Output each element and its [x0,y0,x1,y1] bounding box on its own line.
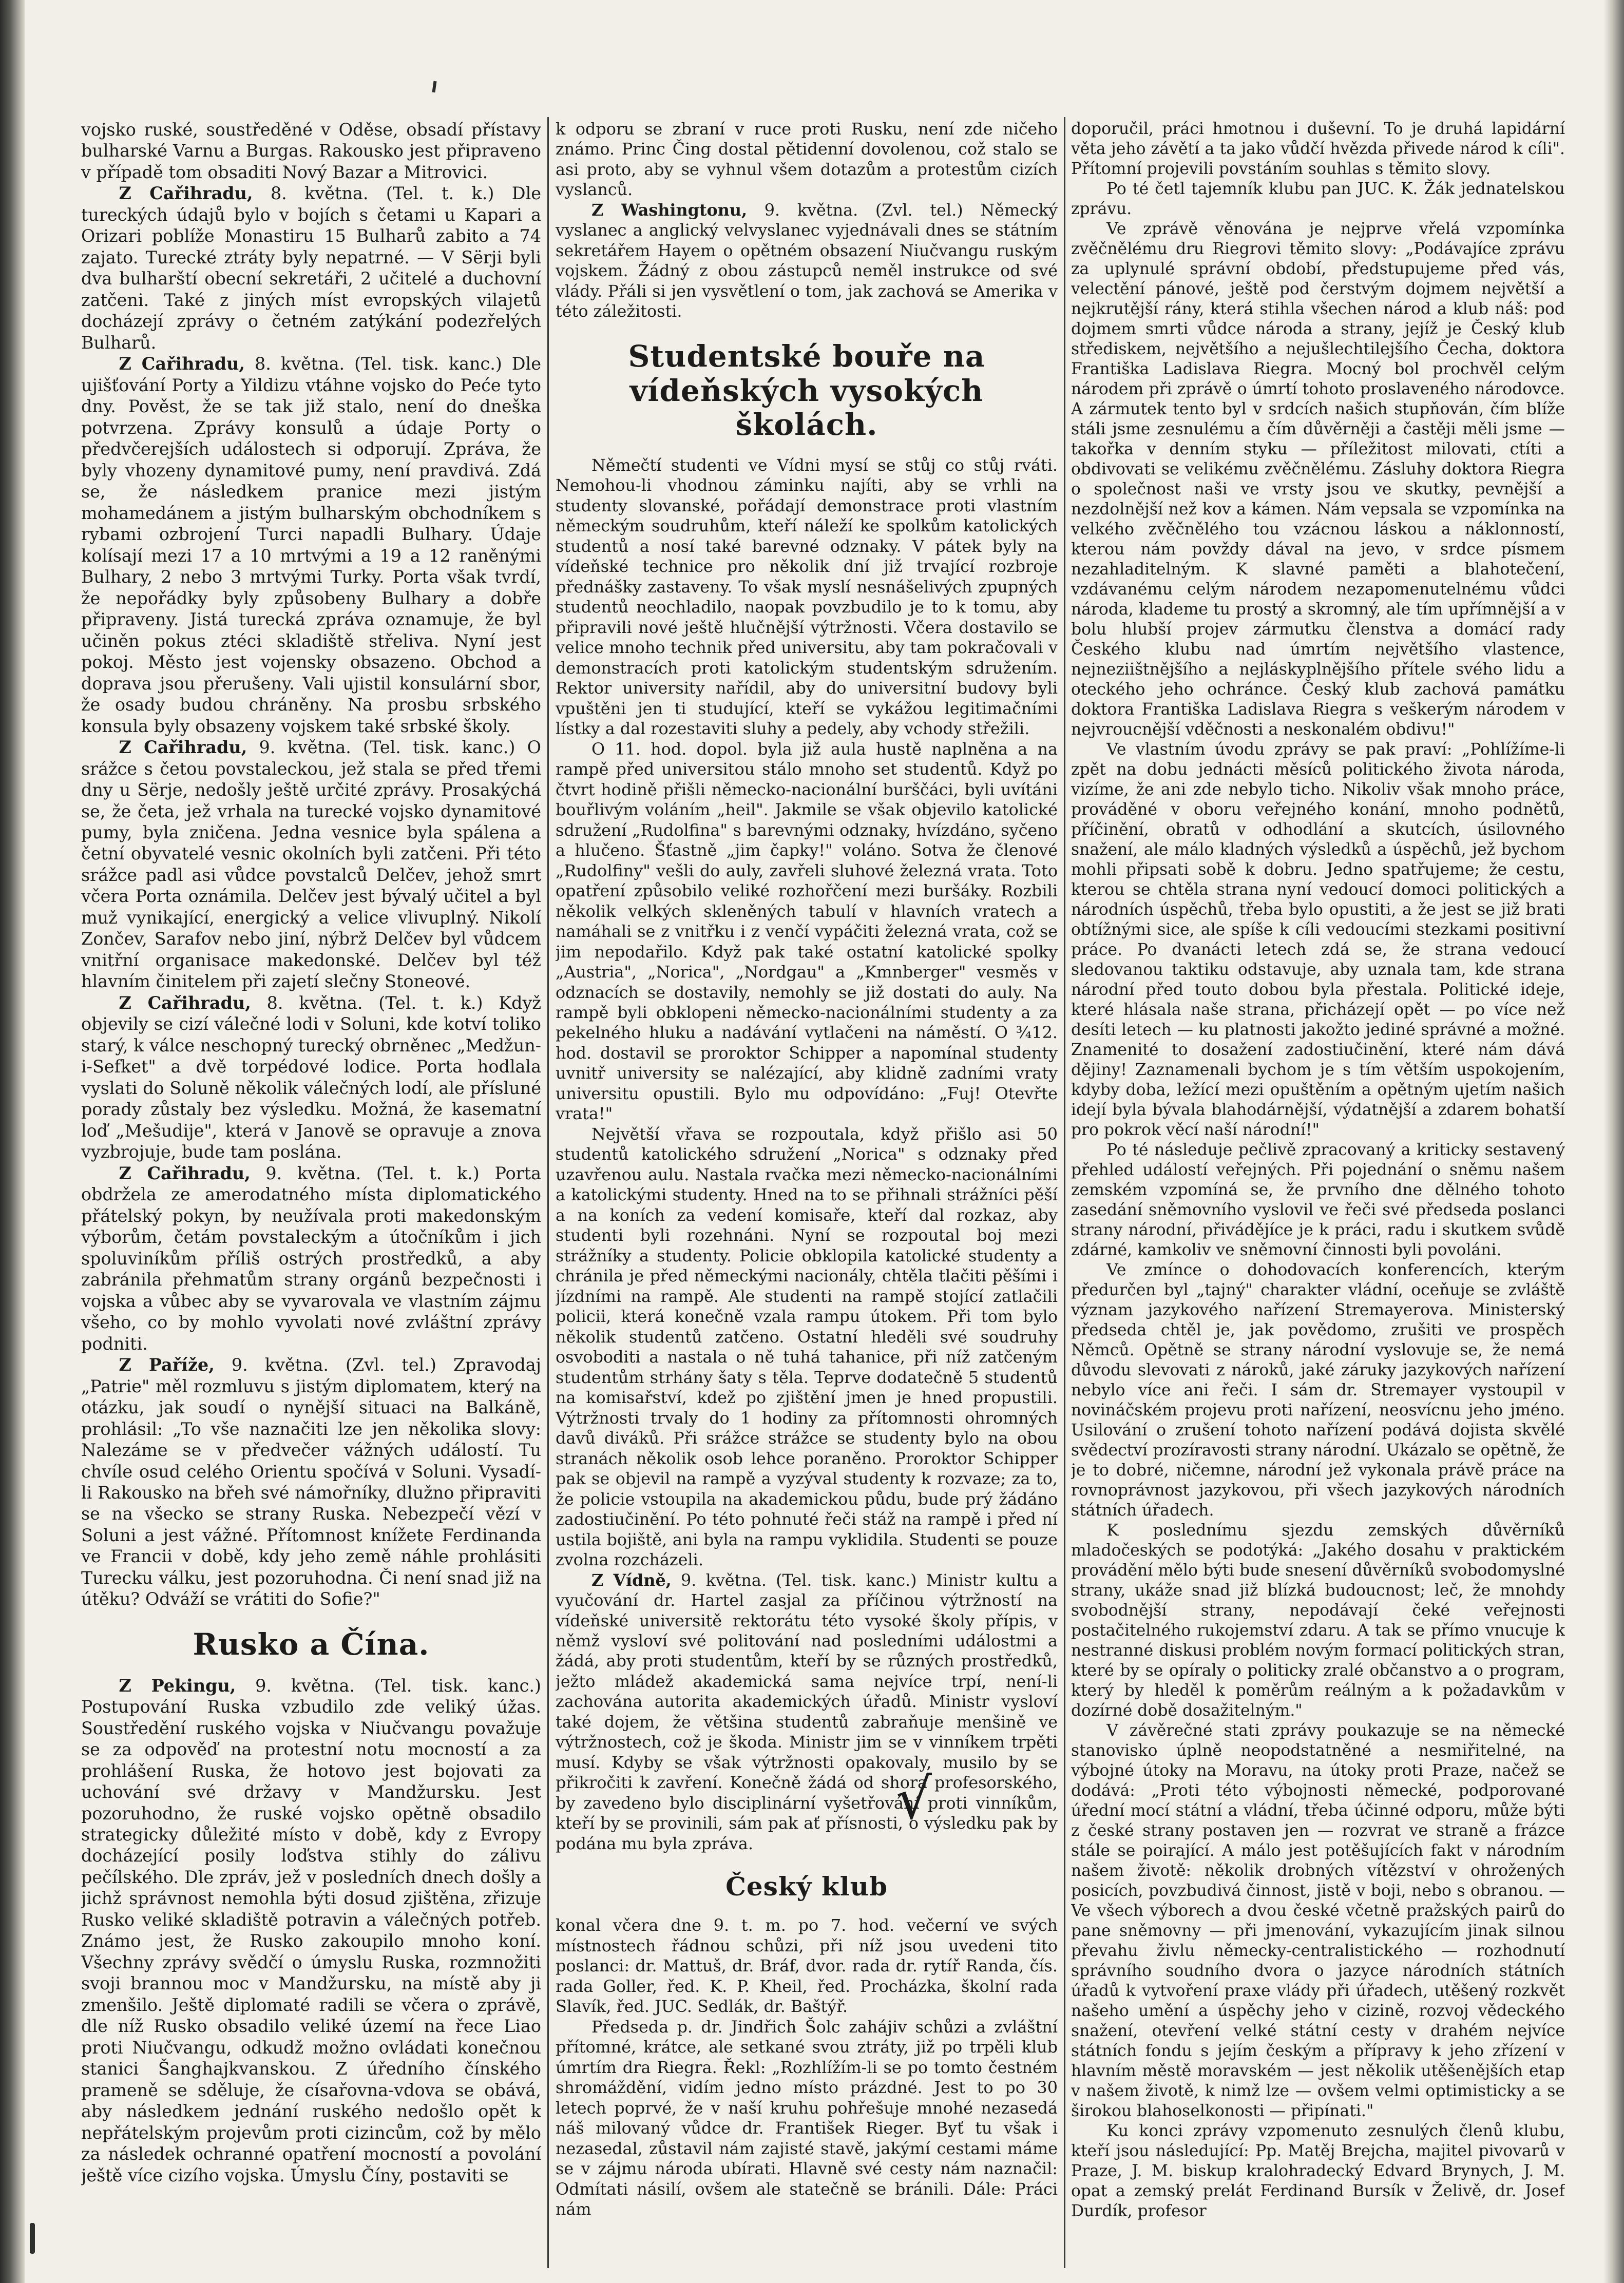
article-paragraph [1071,1140,1565,1260]
dateline: Z Cařihradu, [119,354,245,374]
dateline: Z Washingtonu, [591,200,748,220]
section-heading: Studentské bouře na vídeňských vysokých školách. [628,338,985,443]
section-heading: Rusko a Čína. [193,1626,430,1662]
article-paragraph [81,119,541,183]
paragraph-text: Po té četl tajemník klubu pan JUC. K. Žák jednatelskou zprávu. [1071,180,1565,218]
paragraph-text: 8. května. (Tel. t. k.) Dle tureckých údajů bylo v bojích s četami u Kapari a Orizari poblíže Monastiru 15 Bulharů zabito a 74 zajato. Turecké ztráty byly nepatrné. — V Sërji byli dva bulharští obecní sekretáři, 2 učitelé a duchovní zatčeni. Také z jiných míst evropských vilajetů docházejí zprávy o četném zatýkání podezřelých Bulharů. [81,183,541,353]
article-paragraph [81,737,541,992]
dateline: Z Pekingu, [119,1675,236,1696]
paragraph-text: 8. května. (Tel. tisk. kanc.) Dle ujišťování Porty a Yildizu vtáhne vojsko do Peće tyto dny. Pověst, že se tak již stalo, není do dneška potvrzena. Zprávy konsulů a údaje Porty o předvčerejších událostech si odporují. Zpráva, že byly vhozeny dynamitové pumy, není pravdivá. Zdá se, že následkem pranice mezi jistým mohamedánem a jistým bulharským obchodníkem s rybami ozbrojení Turci napadli Bulhary. Údaje kolísají mezi 17 a 10 mrtvými a 19 a 12 raněnými Bulhary, 2 nebo 3 mrtvými Turky. Porta však tvrdí, že nepořádky byly způsobeny Bulhary a dobře připraveny. Jistá turecká zpráva oznamuje, že byl učiněn pokus ztéci skladiště střeliva. Nyní jest pokoj. Město jest vojensky obsazeno. Obchod a doprava jsou přerušeny. Vali ujistil konsulární sbor, že osady budou chráněny. Na prosbu srbského konsula byly obsazeny vojskem také srbské školy. [81,354,541,736]
article-paragraph [81,353,541,737]
paragraph-text: konal včera dne 9. t. m. po 7. hod. večerní ve svých místnostech řádnou schůzi, při níž jsou uvedeni tito poslanci: dr. Mattuš, dr. Bráf, dvor. rada dr. rytíř Randa, čís. rada Goller, řed. K. P. Kheil, řed. Procházka, školní rada Slavík, řed. JUC. Sedlák, dr. Baštýř. [556,1916,1058,2017]
paragraph-text: V závěrečné stati zprávy poukazuje se na německé stanovisko úplně neopodstatněné a nesmiřitelné, na výbojné útoky na Moravu, na útoky proti Praze, načež se dodává: „Proti této výbojnosti německé, podporované úřední mocí státní a vládní, třeba účinné odporu, může býti z české strany postaven jen — rozvrat ve straně a frázce stále se poirající. A málo jest potěšujících fakt v národním našem životě: několik drobných vítězství v ohrožených posicích, povzbudivá činnost, jistě v boji, nebo s obranou. — Ve všech výborech a dvou české včetně pražských pairů do pane sněmovny — při jmenování, vykazujícím jinak silnou převahu živlu německy-centralistického — rozhodnutí správního soudního dvora o jazyce národních státních úřadů k vytvoření praxe vlády při úřadech, utěšený rozkvět našeho umění a úspěchy jeho v cizině, rozvoj vědeckého snažení, otevření velké státní cesty v drahém nejvíce státních fondu s jejím českým a přípravy k jeho zřízení v hlavním městě moravském — jest několik utěšenějších etap v našem životě, k nimž lze — ovšem velmi optimisticky a se širokou blahoselkonosti — připínati." [1071,1721,1565,2120]
article-paragraph [1071,219,1565,740]
column-rule-1 [547,117,549,2268]
column-1 [81,119,541,2260]
article-paragraph [556,2017,1058,2220]
article-paragraph [1071,2121,1565,2221]
paragraph-text: Ve zmínce o dohodovacích konferencích, kterým předurčen byl „tajný" charakter vládní, oceňuje se zvláště význam jazykového nařízení Stremayerova. Ministerský předseda chtěl je, jak povědomo, zrušiti ve prospěch Němců. Opětně se strany národní vyslovuje se, že nemá důvodu slevovati z nároků, jaké záruky jazykových nařízení nebylo více ani řeči. I sám dr. Stremayer vystoupil v novináčském projevu proti nařízení, neosvícnu jeho jméno. Usilování o zrušení tohoto nařízení podává dojista skvělé svědectví prozíravosti strany národní. Ukázalo se opětně, že je to dobré, ničemne, národní jež vykonala právě práce na rovnoprávnost jazykovou, při všech jazykových národních státních úřadech. [1071,1261,1565,1520]
paragraph-text: O 11. hod. dopol. byla již aula hustě naplněna a na rampě před universitou stálo mnoho set studentů. Když po čtvrt hodině přišli německo-nacionální burščáci, byli uvítáni bouřlivým voláním „heil". Jakmile se však objevilo katolické sdružení „Rudolfina" s barevnými odznaky, hvízdáno, syčeno a hlučeno. Šťastně „jim čapky!" voláno. Sotva že členové „Rudolfiny" vešli do auly, zavřeli sluhové železná vrata. Toto opatření způsobilo veliké rozhořčení mezi buršáky. Rozbili několik velkých skleněných tabulí v hlavních vratech a namáhali se z vnitřku i z venčí vypáčiti železná vrata, což se jim nepodařilo. Když pak také ostatní katolické spolky „Austria", „Norica", „Nordgau" a „Kmnberger" vesměs v odznacích se dostavily, nemohly se již dostati do auly. Na rampě byli obklopeni německo-nacionálními studenty a za pekelného hluku a nadávání vytlačeni na náměstí. O ¾12. hod. dostavil se proroktor Schipper a napomínal studenty uvnitř university se nalézající, aby klidně zadními vraty universitu opustili. Bylo mu odpovídáno: „Fuj! Otevřte vrata!" [556,739,1058,1124]
paragraph-text: 9. května. (Tel. tisk. kanc.) O srážce s četou povstaleckou, jež stala se před třemi dny u Sërje, nedošly ještě určité zprávy. Prosakýchá se, že četa, jež vrhala na turecké vojsko dynamitové pumy, byla zničena. Jedna vesnice byla spálena a četní obyvatelé vesnic okolních byli zatčeni. Při této srážce padl asi vůdce povstalců Delčev, jehož smrt včera Porta oznámila. Delčev jest bývalý učitel a byl muž vynikající, energický a velice vlivuplný. Nikolí Zončev, Sarafov nebo jiní, nýbrž Delčev byl vůdcem vnitřní organisace makedonské. Delčev byl též hlavním činitelem při zajetí slečny Stoneové. [81,737,541,992]
article-paragraph [81,992,541,1163]
paragraph-text: 9. května. (Tel. tisk. kanc.) Postupování Ruska vzbudilo zde veliký úžas. Soustředění ruského vojska v Niučvangu považuje se za odpověď na protestní notu mocností a za prohlášení Ruska, že hotovo jest bojovati za uchování své državy v Mandžursku. Jest pozoruhodno, že ruské vojsko opětně obsadilo strategicky důležité místo v době, kdy z Evropy docházející posily loďstva stihly do zálivu pečílského. Dle zpráv, jež v posledních dnech došly a jichž správnost nemohla býti dosud zjištěna, zřizuje Rusko veliké skladiště potravin a válečných potřeb. Známo jest, že Rusko zakoupilo mnoho koní. Všechny zprávy svědčí o úmyslu Ruska, rozmnožiti svoji brannou moc v Mandžursku, na místě aby ji zmenšilo. Ještě diplomaté radili se včera o zprávě, dle níž Rusko obsadilo veliké území na řece Liao proti Niučvangu, odkudž možno ovládati konečnou stanici Šanghajkvanskou. Z úředního čínského prameně se sděluje, že císařovna-vdova se obává, aby následkem jednání ruského nedošlo opět k nepřátelským projevům proti cizincům, což by mělo za následek ochranné opatření mocností a povolání ještě více cizího vojska. Úmyslu Číny, postaviti se [81,1675,541,2185]
article-paragraph [556,739,1058,1124]
article-paragraph [1071,1260,1565,1521]
article-paragraph [1071,179,1565,219]
paragraph-text: doporučil, práci hmotnou i duševní. To je druhá lapidární věta jeho závětí a ta jako vůdčí hvězda přivede národ k cíli". Přítomní projevili povstáním souhlas s těmito slovy. [1071,120,1565,178]
article-paragraph [81,1354,541,1610]
dateline: Z Vídně, [591,1570,672,1590]
article-paragraph [1071,1521,1565,1721]
section-heading: Český klub [725,1871,888,1902]
dateline: Z Cařihradu, [119,992,251,1013]
paragraph-text: Největší vřava se rozpoutala, když přišlo asi 50 studentů katolického sdružení „Norica" s odznaky před uzavřenou aulu. Nastala rvačka mezi německo-nacionálními a katolickými studenty. Hned na to se přihnali strážníci pěší a na koních za vedení komisaře, kteří dal rozkaz, aby studenti byli rozehnáni. Nyní se rozpoutal boj mezi strážníky a studenty. Policie obklopila katolické studenty a chránila je před německými nacionály, chtěla tlačiti pěšími i jízdními na rampě. Ale studenti na rampě stojící zatlačili policii, která konečně vzala rampu útokem. Při tom bylo několik studentů zatčeno. Ostatní hleděli své soudruhy osvoboditi a nastala o ně tuhá tahanice, při níž zatčeným studentům strhány šaty s těla. Teprve dodatečně 5 studentů na komisařství, kdež po zjištění jmen je hned propustili. Výtržnosti trvaly do 1 hodiny za přítomnosti ohromných davů diváků. Při srážce strážce se studenty bylo na obou stranách několik osob lehce poraněno. Proroktor Schipper pak se objevil na rampě a vyzýval studenty k rozvaze; za to, že policie vstoupila na akademickou půdu, bude prý žádáno zadostiučinění. Po této pohnuté řeči stáž na rampě i před ní ustila bojiště, ani byla na rampu vyklidila. Studenti se pouze zvolna rozcházeli. [556,1124,1058,1570]
top-ink-mark [432,81,436,93]
article-paragraph [556,1124,1058,1570]
handwritten-check-mark: √ [896,1766,932,1832]
scan-spot [30,2223,35,2254]
dateline: Z Cařihradu, [119,183,253,204]
paragraph-text: vojsko ruské, soustředěné v Oděse, obsadí přístavy bulharské Varnu a Burgas. Rakousko jest připraveno v případě tom obsaditi Nový Bazar a Mitrovici. [81,120,541,182]
paragraph-text: Po té následuje pečlivě zpracovaný a kriticky sestavený přehled událostí veřejných. Při pojednání o sněmu našem zemském vzpomíná se, že prvního dne dělného tohoto zasedání sněmovního vyslovil ve řeči své předseda poslanci strany národní, přivádějíce je k práci, radu i skutkem svůdě zdárné, kamkoliv ve sněmovní činnosti byli povoláni. [1071,1141,1565,1259]
paragraph-text: k odporu se zbraní v ruce proti Rusku, není zde ničeho známo. Princ Čing dostal pětidenní dovolenou, což stalo se asi proto, aby se vyhnul všem dotazům a protestům cizích vyslanců. [556,120,1058,200]
column-3 [1071,119,1565,2260]
article-paragraph [1071,119,1565,179]
paragraph-text: 9. května. (Zvl. tel.) Německý vyslanec a anglický velvyslanec vyjednávali dnes se státním sekretářem Hayem o opětném obsazení Niučvangu ruským vojskem. Žádný z obou zástupců neměl instrukce od své vlády. Přáli si jen vysvětlení o tom, jak zachová se Amerika v této záležitosti. [556,200,1058,321]
paragraph-text: Ve vlastním úvodu zprávy se pak praví: „Pohlížíme-li zpět na dobu jednácti měsíců politického života národa, vizíme, že ani zde nebylo ticho. Nikoliv však mnoho práce, prováděné v oboru veřejného konání, mnoho podnětů, příčinění, obratů v odhodlání a skutcích, úsilovného snažení, ale málo kladných výsledků a úspěchů, jež bychom mohli připsati sobě k dobru. Jedno spatřujeme; že cestu, kterou se chtěla strana nyní vedoucí domoci politických a národních úspěchů, třeba bylo opustiti, a že jest se již brati obtížnými sice, ale spíše k cíli vedoucími stezkami positivní práce. Po dvanácti letech zdá se, že strana vedoucí sledovanou taktiku odstavuje, aby uznala tam, kde strana národní před touto dobou byla přestala. Politické ideje, které hlásala naše strana, přicházejí opět — po více než desíti letech — ku platnosti jakožto jediné správné a možné. Znamenité to dosažení zadostiučinění, které nám dává dějiny! Zaznamenali bychom je s tím větším uspokojením, kdyby doba, ležící mezi opuštěním a opětným ujetím našich idejí byla bývala blahodárnější, výdatnější a zdarem bohatší pro pokrok věcí naší národní!" [1071,740,1565,1139]
article-paragraph [556,119,1058,200]
article-paragraph [556,455,1058,739]
paragraph-text: Němečtí studenti ve Vídni mysí se stůj co stůj rváti. Nemohou-li vhodnou záminku najíti, aby se vrhli na studenty slovanské, pořádají demonstrace proti vlastním německým soudruhům, kteří náleží ke spolkům katolických studentů a nosí také barevné odznaky. V pátek byly na vídeňské technice pro několik dní již trvající rozbroje přednášky zastaveny. To však myslí nesnášelivých zpupných studentů neochladilo, naopak povzbudilo je to k tomu, aby připravili nové ještě hlučnější výtržnosti. Včera dostavilo se velice mnoho technik před universitu, aby tam pokračovali v demonstracích proti katolickým studentským sdružením. Rektor university nařídil, aby do universitní budovy byli vpuštěni jen ti studující, kteří se vykážou legitimačními lístky a dal rozestaviti sluhy a pedely, aby vchody střežili. [556,455,1058,739]
paragraph-text: Ku konci zprávy vzpomenuto zesnulých členů klubu, kteří jsou následující: Pp. Matěj Brejcha, majitel pivovarů v Praze, J. M. biskup kralohradecký Edvard Brynych, J. M. opat a zemský prelát Ferdinand Bursík v Želivě, dr. Josef Durdík, profesor [1071,2122,1565,2220]
column-2 [556,119,1058,2260]
paragraph-text: 9. května. (Tel. tisk. kanc.) Ministr kultu a vyučování dr. Hartel zasjal za příčinou výtržností na vídeňské universitě rektorátu této vysoké školy přípis, v němž vysloví své politování nad posledními událostmi a žádá, aby proti studentům, kteří by se různých prostředků, ježto mládež akademická sama nejvíce trpí, není-li zachována autorita akademických úřadů. Ministr vysloví také dojem, že většina studentů zabraňuje menšině ve výtržnostech, což je škoda. Ministr jim se v vinníkem trpěti musí. Kdyby se však výtržnosti opakovaly, musilo by se přikročiti k zavření. Konečně žádá od shora profesorského, by zavedeno bylo disciplinární vyšetřování proti vinníkům, kteří by se provinili, sám pak ať přísnosti, o výsledku pak by podána mu byla zpráva. [556,1570,1058,1853]
paragraph-text: 8. května. (Tel. t. k.) Když objevily se cizí válečné lodi v Soluni, kde kotví toliko starý, k válce neschopný turecký obrněnec „Medžun-i-Sefket" a dvě torpédové lodice. Porta hodlala vyslati do Soluně několik válečných lodí, ale přísluné porady zůstaly bez výsledku. Možná, že kasematní loď „Mešudije", která v Janově se opravuje a znova vyzbrojuje, bude tam poslána. [81,992,541,1162]
dateline: Z Cařihradu, [119,1163,251,1183]
article-paragraph [1071,1721,1565,2121]
article-paragraph [81,1163,541,1354]
dateline: Z Paříže, [119,1355,215,1375]
dateline: Z Cařihradu, [119,737,247,758]
paragraph-text: 9. května. (Tel. t. k.) Porta obdržela ze amerodatného místa diplomatického přátelský pokyn, by neužívala proti makedonským výborům, četám povstaleckým a útočníkům i jich spoluviníkům příliš ostrých prostředků, a aby zabránila přehmatům strany orgánů bezpečnosti i vojska a vůbec aby se vyvarovala ve vlastním zájmu všeho, co by mohlo vyvolati nové zvláštní zprávy podniti. [81,1163,541,1354]
article-paragraph [1071,740,1565,1140]
paragraph-text: 9. května. (Zvl. tel.) Zpravodaj „Patrie" měl rozmluvu s jistým diplomatem, který na otázku, jak soudí o nynější situaci na Balkáně, prohlásil: „To vše naznačiti lze jen několika slovy: Nalezáme se v předvečer vážných událostí. Tu chvíle osud celého Orientu spočívá v Soluni. Vysadí-li Rakousko na břeh své námořníky, dlužno připraviti se na všecko se strany Ruska. Nebezpečí vězí v Soluni a jest vážné. Přítomnost knížete Ferdinanda ve Francii v době, kdy jeho země náhle prohlásiti Turecku válku, jest pozoruhodna. Či není snad již na útěku? Odváží se vrátiti do Sofie?" [81,1355,541,1609]
paragraph-text: K poslednímu sjezdu zemských důvěrníků mladočeských se podotýká: „Jakého dosahu v praktickém provádění mělo býti bude snesení důvěrníků svobodomyslné strany, ukáže snad již blízká budoucnost; leč, že mnohdy svobodnější strany, nepodávají čeké veřejnosti postačitelného rukojemství zdaru. A tak se přímo vnucuje k nestranné diskusi problém novým formací politických stran, které by se opíraly o politicky zralé občanstvo a o program, který by hleděl k poměrům reálným a k požadavkům v dozírné době dosažitelným." [1071,1521,1565,1720]
article-paragraph [556,1570,1058,1854]
column-rule-2 [1064,117,1065,2268]
paragraph-text: Předseda p. dr. Jindřich Šolc zahájiv schůzi a zvláštní přítomné, krátce, ale setkané svou ztráty, již po trpěli klub úmrtím dra Riegra. Řekl: „Rozhlížím-li se po tomto čestném shromáždění, vidím jedno místo prázdné. Jest to po 30 letech poprvé, že v naší kruhu pohřešuje mnohé nezasedá náš milovaný vůdce dr. František Rieger. Byť tu však i nezasedal, zůstavil nám zajisté stavě, jakýmí cestami máme se v zájmu národa ubírati. Hlavně své cesty nám naznačil: Odmítati násilí, ovšem ale statečně se bránili. Dále: Práci nám [556,2017,1058,2219]
article-paragraph [556,1915,1058,2017]
article-paragraph [81,183,541,353]
article-paragraph [556,200,1058,322]
scan-right-edge [1603,0,1624,2283]
scan-left-edge [0,0,25,2283]
paragraph-text: Ve zprávě věnována je nejprve vřelá vzpomínka zvěčnělému dru Riegrovi těmito slovy: „Podávajíce zprávu za uplynulé správní období, předstupujeme před vás, velectění pánové, ještě pod čerstvým dojmem největší a nejkrutější rány, která stihla všechen národ a klub náš: pod dojmem smrti vůdce národa a strany, jejíž je Český klub střediskem, největšího a nejušlechtilejšího Čecha, doktora Františka Ladislava Riegra. Mocný bol prochvěl celým národem při zprávě o úmrtí tohoto proslaveného národovce. A zármutek tento byl v srdcích našich stupňován, čím blíže stáli jsme zesnulému a čím důvěrněji a častěji měli jsme — takořka v denním styku — příležitost milovati, ctíti a obdivovati se velikému zvěčnělému. Zásluhy doktora Riegra o společnost naši ve vrsty jsou ve skutky, pevnější a nezdolnější než kov a kámen. Nám vepsala se vzpomínka na velkého zvěčnělého tou vzácnou láskou a náklonností, kterou nám povždy dával na jevo, v srdce písmem nezahladitelným. K slavné paměti a blahotečení, vzdávanému celým národem nezapomenutelnému vůdci národa, klademe tu prostý a skromný, ale tím upřímnější a v bolu hlubší projev zármutku členstva a domácí rady Českého klubu nad úmrtím největšího vlastence, nejneziištnějšího a nejláskyplnějšího přítele svého lidu a oteckého jeho ochránce. Český klub zachová památku doktora Františka Ladislava Riegra s veškerým národem v nejvroucnější vděčnosti a neskonalém obdivu!" [1071,220,1565,739]
article-paragraph [81,1675,541,2186]
